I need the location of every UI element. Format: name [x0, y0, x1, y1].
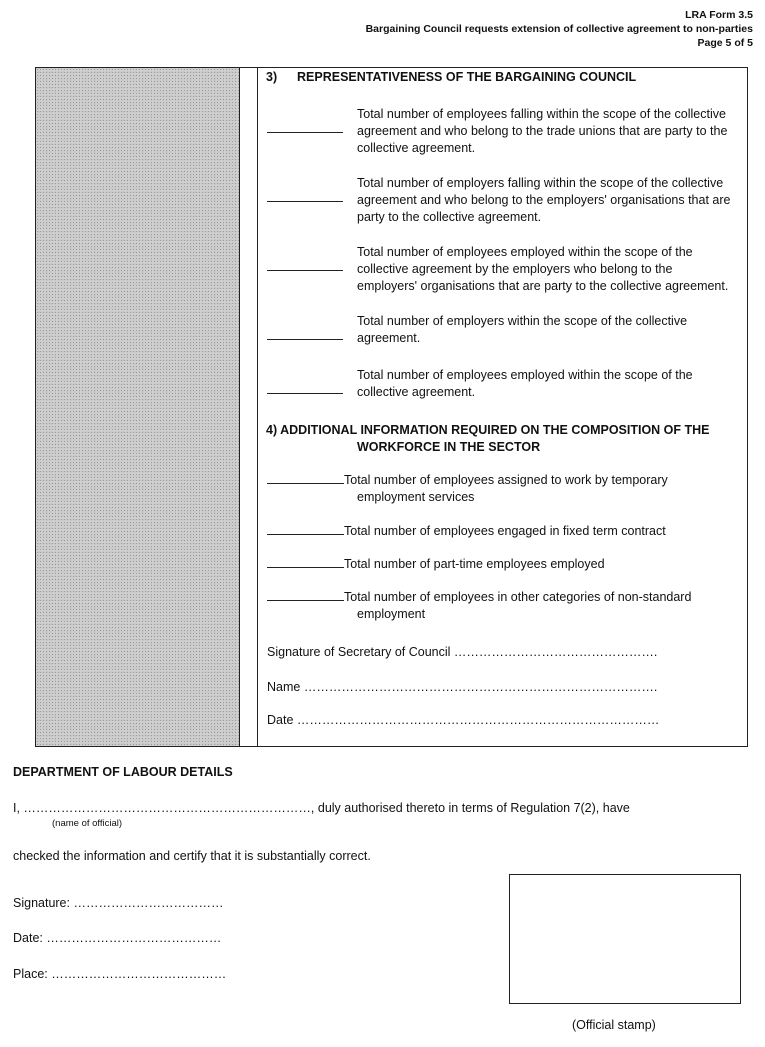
form-title: Bargaining Council requests extension of collective agreement to non-parties	[365, 23, 753, 35]
official-declaration-line[interactable]: I, ……………………………………………………………, duly authorised thereto in terms of Regulation 7(2), have	[13, 801, 630, 815]
section3-item-5	[267, 381, 343, 399]
certification-text: checked the information and certify that it is substantially correct.	[13, 849, 371, 863]
section3-item-4	[267, 327, 343, 345]
section4-title: 4) ADDITIONAL INFORMATION REQUIRED ON THE COMPOSITION OF THE	[266, 423, 710, 437]
section3-item-3-text: Total number of employees employed within the scope of the collective agreement by the employers who belong to the employers' organisations that are party to the collective agreement.	[357, 245, 729, 293]
section3-item-2	[267, 189, 343, 207]
section3-item-3	[267, 258, 343, 276]
entry-blank[interactable]	[267, 201, 343, 202]
secretary-name-field[interactable]: Name ………………………………………………………………………….	[267, 680, 658, 694]
column-divider-2	[257, 68, 258, 746]
entry-blank[interactable]	[267, 270, 343, 271]
shaded-margin	[36, 68, 239, 746]
section3-number: 3)	[266, 70, 278, 84]
section3-item-2-text: Total number of employers falling within the scope of the collective agreement and who belong to the employers' organisations that are party to the collective agreement.	[357, 176, 731, 224]
section3-item-4-text: Total number of employers within the scope of the collective agreement.	[357, 314, 688, 345]
entry-blank[interactable]	[267, 339, 343, 340]
entry-blank[interactable]	[267, 600, 344, 601]
column-divider-1	[239, 68, 240, 746]
official-signature-field[interactable]: Signature: ………………………………	[13, 896, 224, 910]
entry-blank[interactable]	[267, 393, 343, 394]
entry-blank[interactable]	[267, 132, 343, 133]
section3-item-1	[267, 120, 343, 138]
section4-item-4: Total number of employees in other categories of non-standard employment	[267, 589, 691, 623]
entry-blank[interactable]	[267, 567, 344, 568]
section4-item-1: Total number of employees assigned to work by temporary employment services	[267, 472, 668, 506]
secretary-signature-field[interactable]: Signature of Secretary of Council ………………………………………….	[267, 645, 658, 659]
section3-item-5-text: Total number of employees employed within the scope of the collective agreement.	[357, 368, 693, 399]
official-place-field[interactable]: Place: ……………………………………	[13, 967, 227, 981]
secretary-date-field[interactable]: Date ……………………………………………………………………………	[267, 713, 660, 727]
entry-blank[interactable]	[267, 534, 344, 535]
page-indicator: Page 5 of 5	[697, 37, 753, 49]
official-stamp-box	[509, 874, 741, 1004]
entry-blank[interactable]	[267, 483, 344, 484]
section3-item-1-text: Total number of employees falling within the scope of the collective agreement and who belong to the trade unions that are party to the collective agreement.	[357, 107, 728, 155]
department-heading: DEPARTMENT OF LABOUR DETAILS	[13, 765, 233, 779]
official-stamp-caption: (Official stamp)	[572, 1018, 656, 1032]
section4-title-line2: WORKFORCE IN THE SECTOR	[357, 440, 541, 454]
official-name-caption: (name of official)	[52, 818, 123, 829]
official-date-field[interactable]: Date: ……………………………………	[13, 931, 222, 945]
section4-item-3: Total number of part-time employees employed	[267, 556, 605, 573]
section4-item-2: Total number of employees engaged in fixed term contract	[267, 523, 666, 540]
form-number: LRA Form 3.5	[685, 9, 753, 21]
section3-title: REPRESENTATIVENESS OF THE BARGAINING COUNCIL	[297, 70, 637, 84]
